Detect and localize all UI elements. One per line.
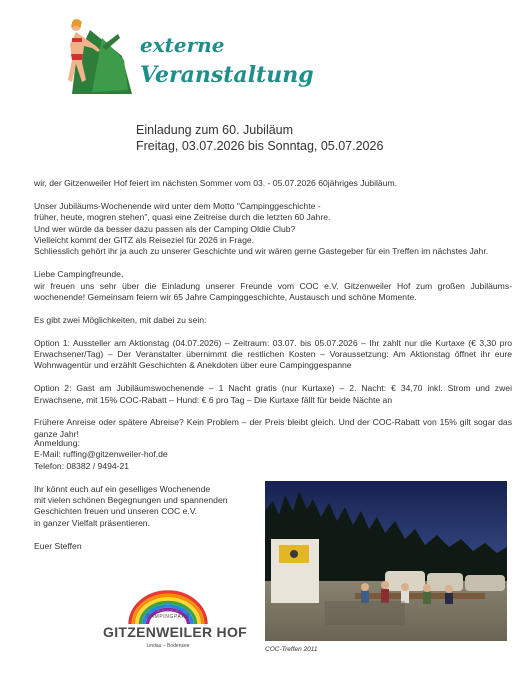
campingpark-logo	[103, 586, 248, 656]
contact-email[interactable]: E-Mail: ruffing@gitzenweiler-hof.de	[34, 449, 168, 460]
closing-paragraph	[34, 484, 264, 530]
headline-line1: Einladung zum 60. Jubiläum	[136, 123, 294, 137]
rating-stars: ★★★★★	[156, 608, 180, 613]
letter-body	[34, 178, 512, 452]
rainbow-icon	[103, 586, 233, 626]
ground-shadow	[325, 601, 405, 625]
closing-line: Geschichten freuen und unseren COC e.V.	[34, 506, 198, 517]
contact-phone: Telefon: 08382 / 9494-21	[34, 460, 130, 471]
camper-woman-icon	[62, 16, 138, 100]
long-table	[355, 593, 485, 599]
caravan	[427, 573, 463, 591]
logo-location: Lindau – Bodensee	[146, 643, 190, 649]
arrival-paragraph: Frühere Anreise oder spätere Abreise? Kein Problem – der Preis bleibt gleich. Und der COC-Rabatt von 15% gilt sogar das ganze Jahr!	[34, 417, 512, 439]
motto-line: Vielleicht kommt der GITZ als Reiseziel für 2026 in Frage.	[34, 235, 255, 246]
person	[361, 583, 369, 591]
invite-text: wir freuen uns sehr über die Einladung unserer Freunde vom COC e.V. Gitzenweiler Hof zum großen Jubiläums-wochenende! Gemeinsam feiern wir 65 Jahre Campinggeschichte, Austausch und schöne Momente.	[34, 280, 512, 303]
motto-line: früher, heute, mogren stehen", quasi eine Zeitreise durch die letzten 60 Jahre.	[34, 212, 331, 223]
figure-top	[72, 38, 82, 42]
photo-caption: COC-Treffen 2011	[265, 646, 318, 653]
closing-line: in ganzer Vielfalt präsentieren.	[34, 517, 150, 528]
option1-paragraph: Option 1: Aussteller am Aktionstag (04.07.2026) – Zeitraum: 03.07. bis 05.07.2026 – Ihr zahlt nur die Kurtaxe (€ 3,30 pro Erwachsener/Tag) – Der Veranstalter übernimmt die restlichen Kosten – Voraussetzung: Am Aktionstag öffnet ihr eure Wohnwagentür und erzählt Geschichten & Anekdoten über eure Campinggespanne	[34, 337, 512, 371]
contact-block	[34, 438, 264, 472]
person	[423, 592, 431, 604]
logo-brand-name: GITZENWEILER HOF	[103, 624, 248, 640]
figure-bottom	[71, 54, 83, 60]
signature: Euer Steffen	[34, 540, 82, 551]
motto-line: Schliesslich gehört ihr ja auch zu unserer Geschichte und wir wären gerne Gastegeber für ein Treffen im nächstes Jahr.	[34, 246, 489, 257]
caravan	[465, 575, 505, 591]
camp-meeting-photo	[265, 481, 507, 641]
motto-paragraph	[34, 201, 512, 258]
invite-paragraph	[34, 269, 512, 303]
motto-line: Unser Jubiläums-Wochenende wird unter dem Motto "Campinggeschichte -	[34, 200, 321, 211]
options-intro: Es gibt zwei Möglichkeiten, mit dabei zu sein:	[34, 314, 207, 325]
event-type-title	[140, 30, 314, 90]
closing-line: Ihr könnt euch auf ein geselliges Wochenende	[34, 483, 211, 494]
intro-paragraph: wir, der Gitzenweiler Hof feiert im nächsten Sommer vom 03. - 05.07.2026 60jähriges Jubiläum.	[34, 178, 398, 188]
person	[381, 581, 389, 589]
banner-emblem	[290, 550, 298, 558]
person	[423, 584, 431, 592]
person	[445, 585, 453, 593]
logo-park-label: CAMPINGPARK	[146, 614, 190, 620]
contact-label: Anmeldung:	[34, 438, 80, 448]
closing-line: mit vielen schönen Begegnungen und spannenden	[34, 495, 228, 506]
headline-line2: Freitag, 03.07.2026 bis Sonntag, 05.07.2026	[136, 139, 384, 153]
option2-paragraph: Option 2: Gast am Jubiläumswochenende – 1 Nacht gratis (nur Kurtaxe) – 2. Nacht: € 34,70 inkl. Strom und zwei Erwachsene, mit 15% COC-Rabatt – Hund: € 6 pro Tag – Die Kurtaxe fällt für beide Nächte an	[34, 383, 512, 405]
person	[445, 593, 453, 604]
person	[381, 589, 389, 603]
event-type-line2: Veranstaltung	[140, 62, 314, 88]
invitation-headline	[136, 122, 383, 154]
event-type-line1: externe	[140, 33, 225, 57]
greeting: Liebe Campingfreunde,	[34, 269, 124, 280]
motto-line: Und wer würde da besser dazu passen als der Camping Oldie Club?	[34, 223, 296, 234]
person	[401, 583, 409, 591]
contact-section	[34, 438, 264, 563]
